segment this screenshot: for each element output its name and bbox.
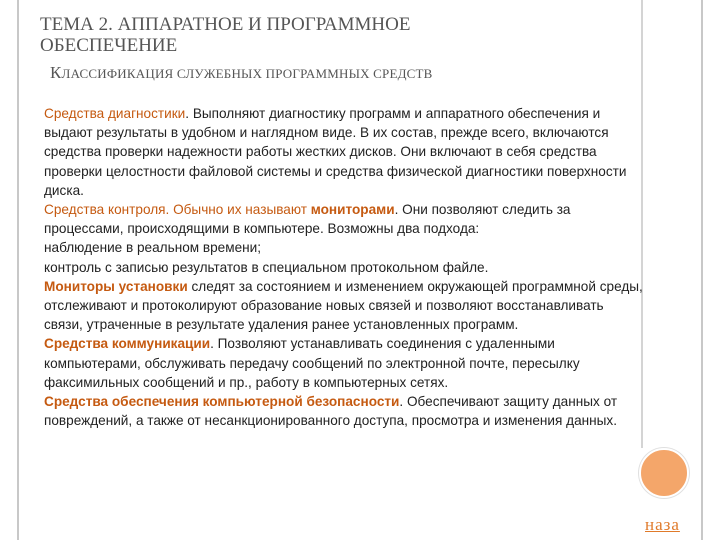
slide-body (44, 104, 644, 430)
text-control: . Они позволяют следить за процессами, происходящими в компьютере. Возможны два подхода: (44, 202, 571, 237)
back-link[interactable]: наза (645, 515, 680, 534)
slide-border-left (17, 0, 19, 540)
text-communication: . Позволяют устанавливать соединения с удаленными компьютерами, обслуживать передачу сообщений по электронной почте, пересылку факсимильных сообщений и пр., работу в компьютерных сетях. (44, 336, 580, 390)
text-control-mid: . Обычно их называют (165, 202, 311, 218)
term-control: Средства контроля (44, 202, 166, 218)
title-line-1: ТЕМА 2. АППАРАТНОЕ И ПРОГРАММНОЕ (40, 14, 411, 35)
title-line-2: ОБЕСПЕЧЕНИЕ (40, 35, 178, 56)
slide-title (40, 14, 620, 56)
term-communication: Средства коммуникации (44, 336, 211, 352)
control-approach-2: контроль с записью результатов в специальном протокольном файле. (44, 259, 489, 275)
text-diagnostics: . Выполняют диагностику программ и аппаратного обеспечения и выдают результаты в удобном и наглядном виде. В их состав, прежде всего, включаются средства проверки надежности работы жестких дисков. Они включают в себя средства проверки целостности файловой системы и средства физической диагностики поверхности диска. (44, 106, 627, 198)
subtitle-initial: К (50, 63, 62, 82)
subtitle-rest: ЛАССИФИКАЦИЯ СЛУЖЕБНЫХ ПРОГРАММНЫХ СРЕДСТВ (61, 66, 433, 81)
term-monitors: мониторами (310, 202, 395, 218)
term-diagnostics: Средства диагностики (44, 106, 186, 121)
text-install-monitors: следят за состоянием и изменением окружающей программной среды, отслеживают и протоколируют образование новых связей и позволяют восстанавливать связи, утраченные в результате удаления ранее установленных программ. (44, 278, 643, 333)
text-security: . Обеспечивают защиту данных от повреждений, а также от несанкционированного доступа, просмотра и изменения данных. (44, 394, 618, 429)
slide-subtitle (50, 63, 610, 83)
slide-border-right (701, 0, 703, 540)
term-security: Средства обеспечения компьютерной безопасности (44, 394, 400, 410)
term-install-monitors: Мониторы установки (44, 278, 188, 294)
control-approach-1: наблюдение в реальном времени; (44, 240, 262, 256)
decorative-circle (639, 448, 689, 498)
